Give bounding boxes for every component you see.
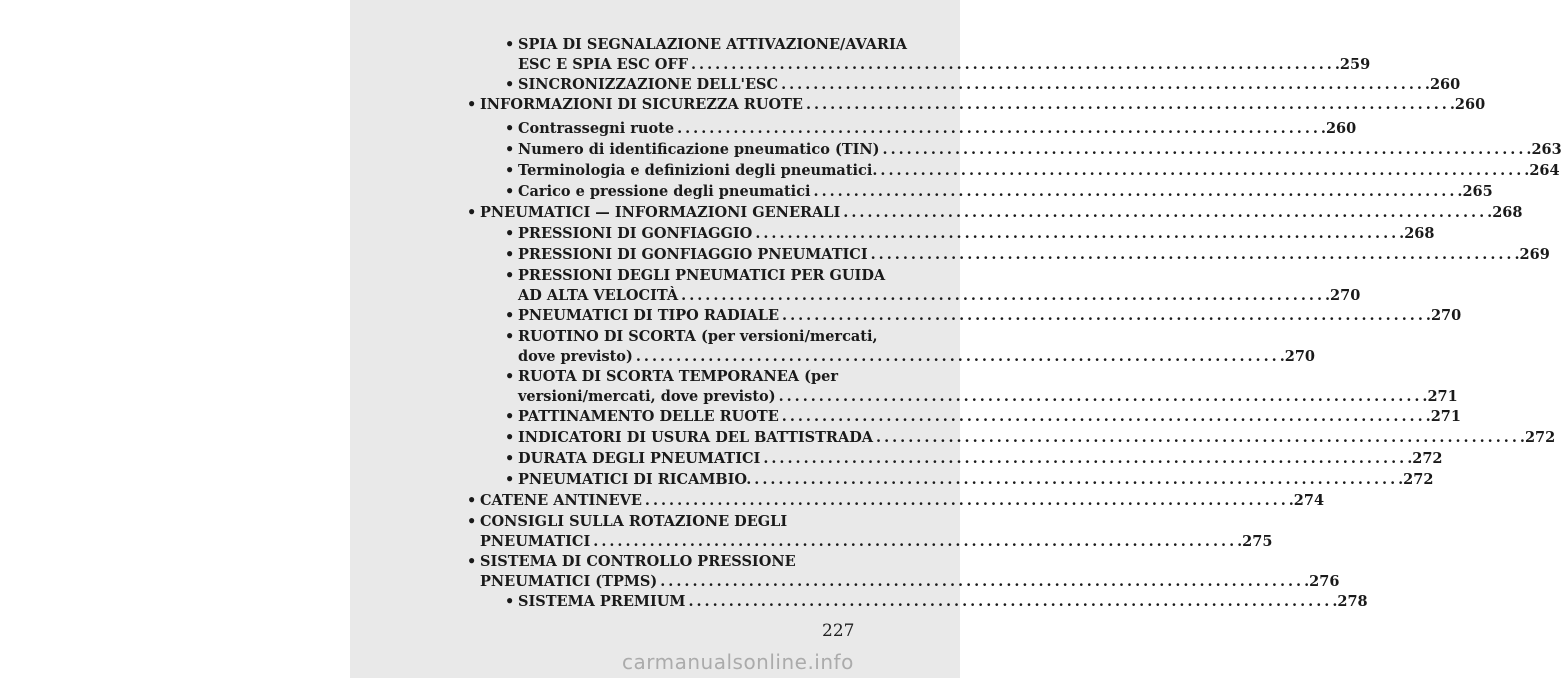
toc-entry-page: .270 [1425, 307, 1462, 324]
toc-entry[interactable] [467, 203, 1523, 223]
toc-entry-page: .265 [1457, 183, 1493, 200]
toc-entry-title: CATENE ANTINEVE [480, 492, 642, 509]
toc-entry-page: .260 [1449, 96, 1486, 113]
toc-entry-line: SPIA DI SEGNALAZIONE ATTIVAZIONE/AVARIA [518, 36, 908, 53]
toc-entry-line [518, 306, 1462, 326]
bullet-icon: • [505, 328, 515, 345]
toc-entry[interactable] [505, 306, 1462, 326]
toc-entry[interactable] [505, 245, 1550, 265]
toc-entry-page: .272 [1398, 471, 1434, 488]
toc-entry-page: .270 [1325, 287, 1361, 304]
toc-entry-line [518, 245, 1550, 265]
toc-entry[interactable] [467, 552, 1340, 592]
toc-entry-line [480, 532, 1273, 552]
dot-leader: ................................................................................ [691, 56, 1335, 73]
toc-entry-title: Terminologia e definizioni degli pneumatici. [518, 162, 878, 179]
bullet-icon: • [505, 183, 515, 200]
toc-entry-line [480, 203, 1523, 223]
toc-entry-line [518, 286, 1361, 306]
toc-entry-title: SINCRONIZZAZIONE DELL'ESC [518, 76, 779, 93]
toc-entry-title: Carico e pressione degli pneumatici [518, 183, 811, 200]
dot-leader: ................................................................................ [635, 348, 1280, 365]
toc-entry-page: .270 [1279, 348, 1316, 365]
toc-entry-line [518, 182, 1493, 202]
dot-leader: ................................................................................ [754, 471, 1399, 488]
toc-entry[interactable] [505, 140, 1562, 160]
toc-entry-line [480, 95, 1486, 115]
toc-entry[interactable] [505, 182, 1493, 202]
bullet-icon: • [505, 141, 515, 158]
bullet-icon: • [505, 408, 515, 425]
bullet-icon: • [467, 204, 477, 221]
toc-entry-page: .272 [1519, 429, 1556, 446]
toc-entry-line [518, 347, 1316, 367]
toc-entry-line [518, 470, 1434, 490]
toc-entry-page: .271 [1422, 388, 1458, 405]
toc-entry-title: PNEUMATICI [480, 533, 591, 550]
left-margin [0, 0, 350, 678]
bullet-icon: • [505, 36, 515, 53]
toc-entry-page: .271 [1425, 408, 1461, 425]
toc-entry[interactable] [505, 367, 1458, 407]
toc-entry[interactable] [505, 35, 1371, 75]
bullet-icon: • [505, 162, 515, 179]
bullet-icon: • [505, 120, 515, 137]
table-of-contents [350, 0, 1562, 678]
toc-entry[interactable] [505, 428, 1556, 448]
toc-entry[interactable] [505, 161, 1560, 181]
toc-entry[interactable] [505, 224, 1435, 244]
toc-entry-page: .275 [1237, 533, 1273, 550]
toc-entry-line [518, 140, 1562, 160]
dot-leader: ................................................................................ [677, 120, 1321, 137]
dot-leader: ................................................................................ [882, 141, 1527, 158]
dot-leader: ................................................................................ [876, 429, 1520, 446]
toc-entry-page: .268 [1399, 225, 1435, 242]
toc-entry[interactable] [505, 75, 1461, 95]
toc-entry-title: PATTINAMENTO DELLE RUOTE [518, 408, 779, 425]
dot-leader: ................................................................................ [688, 593, 1333, 610]
watermark: carmanualsonline.info [622, 650, 854, 674]
toc-entry-title: ESC E SPIA ESC OFF [518, 56, 688, 73]
toc-entry-page: .259 [1334, 56, 1371, 73]
toc-entry-line [518, 119, 1357, 139]
dot-leader: ................................................................................ [813, 183, 1458, 200]
toc-entry-line [518, 592, 1368, 612]
toc-entry[interactable] [505, 119, 1357, 139]
toc-entry-line [518, 407, 1461, 427]
toc-entry-line: RUOTA DI SCORTA TEMPORANEA (per [518, 368, 838, 385]
toc-entry-line [518, 161, 1560, 181]
toc-entry-title: INDICATORI DI USURA DEL BATTISTRADA [518, 429, 874, 446]
bullet-icon: • [505, 450, 515, 467]
bullet-icon: • [467, 96, 477, 113]
toc-entry-line [518, 55, 1371, 75]
toc-entry-page: .260 [1320, 120, 1357, 137]
toc-entry-line [518, 224, 1435, 244]
toc-entry-line: SISTEMA DI CONTROLLO PRESSIONE [480, 553, 796, 570]
toc-entry-title: PNEUMATICI (TPMS) [480, 573, 658, 590]
bullet-icon: • [467, 513, 477, 530]
bullet-icon: • [505, 368, 515, 385]
toc-entry[interactable] [467, 95, 1486, 115]
dot-leader: ................................................................................ [778, 388, 1423, 405]
toc-entry-page: .269 [1514, 246, 1550, 263]
toc-entry-title: INFORMAZIONI DI SICUREZZA RUOTE [480, 96, 803, 113]
bullet-icon: • [505, 593, 515, 610]
bullet-icon: • [505, 471, 515, 488]
toc-entry-page: .260 [1424, 76, 1461, 93]
toc-entry-title: SISTEMA PREMIUM [518, 593, 686, 610]
dot-leader: ................................................................................ [870, 246, 1515, 263]
toc-entry[interactable] [505, 327, 1316, 367]
toc-entry-title: versioni/mercati, dove previsto) [518, 388, 776, 405]
dot-leader: ................................................................................ [781, 408, 1426, 425]
bullet-icon: • [505, 267, 515, 284]
toc-entry-title: PRESSIONI DI GONFIAGGIO [518, 225, 753, 242]
toc-entry-title: PNEUMATICI DI TIPO RADIALE [518, 307, 780, 324]
toc-entry-title: Contrassegni ruote [518, 120, 675, 137]
dot-leader: ................................................................................ [880, 162, 1525, 179]
toc-entry[interactable] [505, 407, 1461, 427]
toc-entry-title: PNEUMATICI DI RICAMBIO. [518, 471, 752, 488]
toc-entry-title: dove previsto) [518, 348, 633, 365]
page-number: 227 [822, 621, 855, 641]
toc-entry-title: PRESSIONI DI GONFIAGGIO PNEUMATICI [518, 246, 868, 263]
toc-entry-page: .276 [1304, 573, 1340, 590]
toc-entry-title: DURATA DEGLI PNEUMATICI [518, 450, 761, 467]
dot-leader: ................................................................................ [681, 287, 1325, 304]
toc-entry[interactable] [467, 491, 1325, 511]
toc-entry-line [480, 572, 1340, 592]
bullet-icon: • [505, 225, 515, 242]
bullet-icon: • [467, 553, 477, 570]
toc-entry-page: .274 [1288, 492, 1325, 509]
bullet-icon: • [505, 429, 515, 446]
toc-entry-line: RUOTINO DI SCORTA (per versioni/mercati, [518, 328, 878, 345]
toc-entry-line [518, 428, 1556, 448]
toc-entry[interactable] [505, 470, 1434, 490]
dot-leader: ................................................................................ [763, 450, 1408, 467]
toc-entry-line: PRESSIONI DEGLI PNEUMATICI PER GUIDA [518, 267, 886, 284]
toc-entry[interactable] [467, 512, 1273, 552]
bullet-icon: • [505, 307, 515, 324]
toc-entry-line [518, 449, 1443, 469]
toc-entry-title: AD ALTA VELOCITÀ [518, 287, 679, 304]
toc-entry-title: Numero di identificazione pneumatico (TIN) [518, 141, 880, 158]
dot-leader: ................................................................................ [755, 225, 1400, 242]
dot-leader: ................................................................................ [805, 96, 1450, 113]
dot-leader: ................................................................................ [843, 204, 1488, 221]
toc-entry[interactable] [505, 266, 1361, 306]
manual-page [350, 0, 1562, 678]
toc-entry-title: PNEUMATICI — INFORMAZIONI GENERALI [480, 204, 841, 221]
bullet-icon: • [505, 76, 515, 93]
toc-entry-page: .268 [1487, 204, 1523, 221]
toc-entry[interactable] [505, 449, 1443, 469]
toc-entry-page: .272 [1407, 450, 1443, 467]
dot-leader: ................................................................................ [782, 307, 1426, 324]
dot-leader: ................................................................................ [593, 533, 1238, 550]
toc-entry-line [518, 75, 1461, 95]
toc-entry-page: .264 [1524, 162, 1560, 179]
dot-leader: ................................................................................ [781, 76, 1425, 93]
toc-entry-line [480, 491, 1325, 511]
toc-entry-page: .278 [1332, 593, 1368, 610]
toc-entry-line: CONSIGLI SULLA ROTAZIONE DEGLI [480, 513, 788, 530]
bullet-icon: • [467, 492, 477, 509]
toc-entry-line [518, 387, 1458, 407]
dot-leader: ................................................................................ [660, 573, 1305, 590]
bullet-icon: • [505, 246, 515, 263]
toc-entry[interactable] [505, 592, 1368, 612]
toc-entry-page: .263 [1526, 141, 1562, 158]
dot-leader: ................................................................................ [644, 492, 1289, 509]
